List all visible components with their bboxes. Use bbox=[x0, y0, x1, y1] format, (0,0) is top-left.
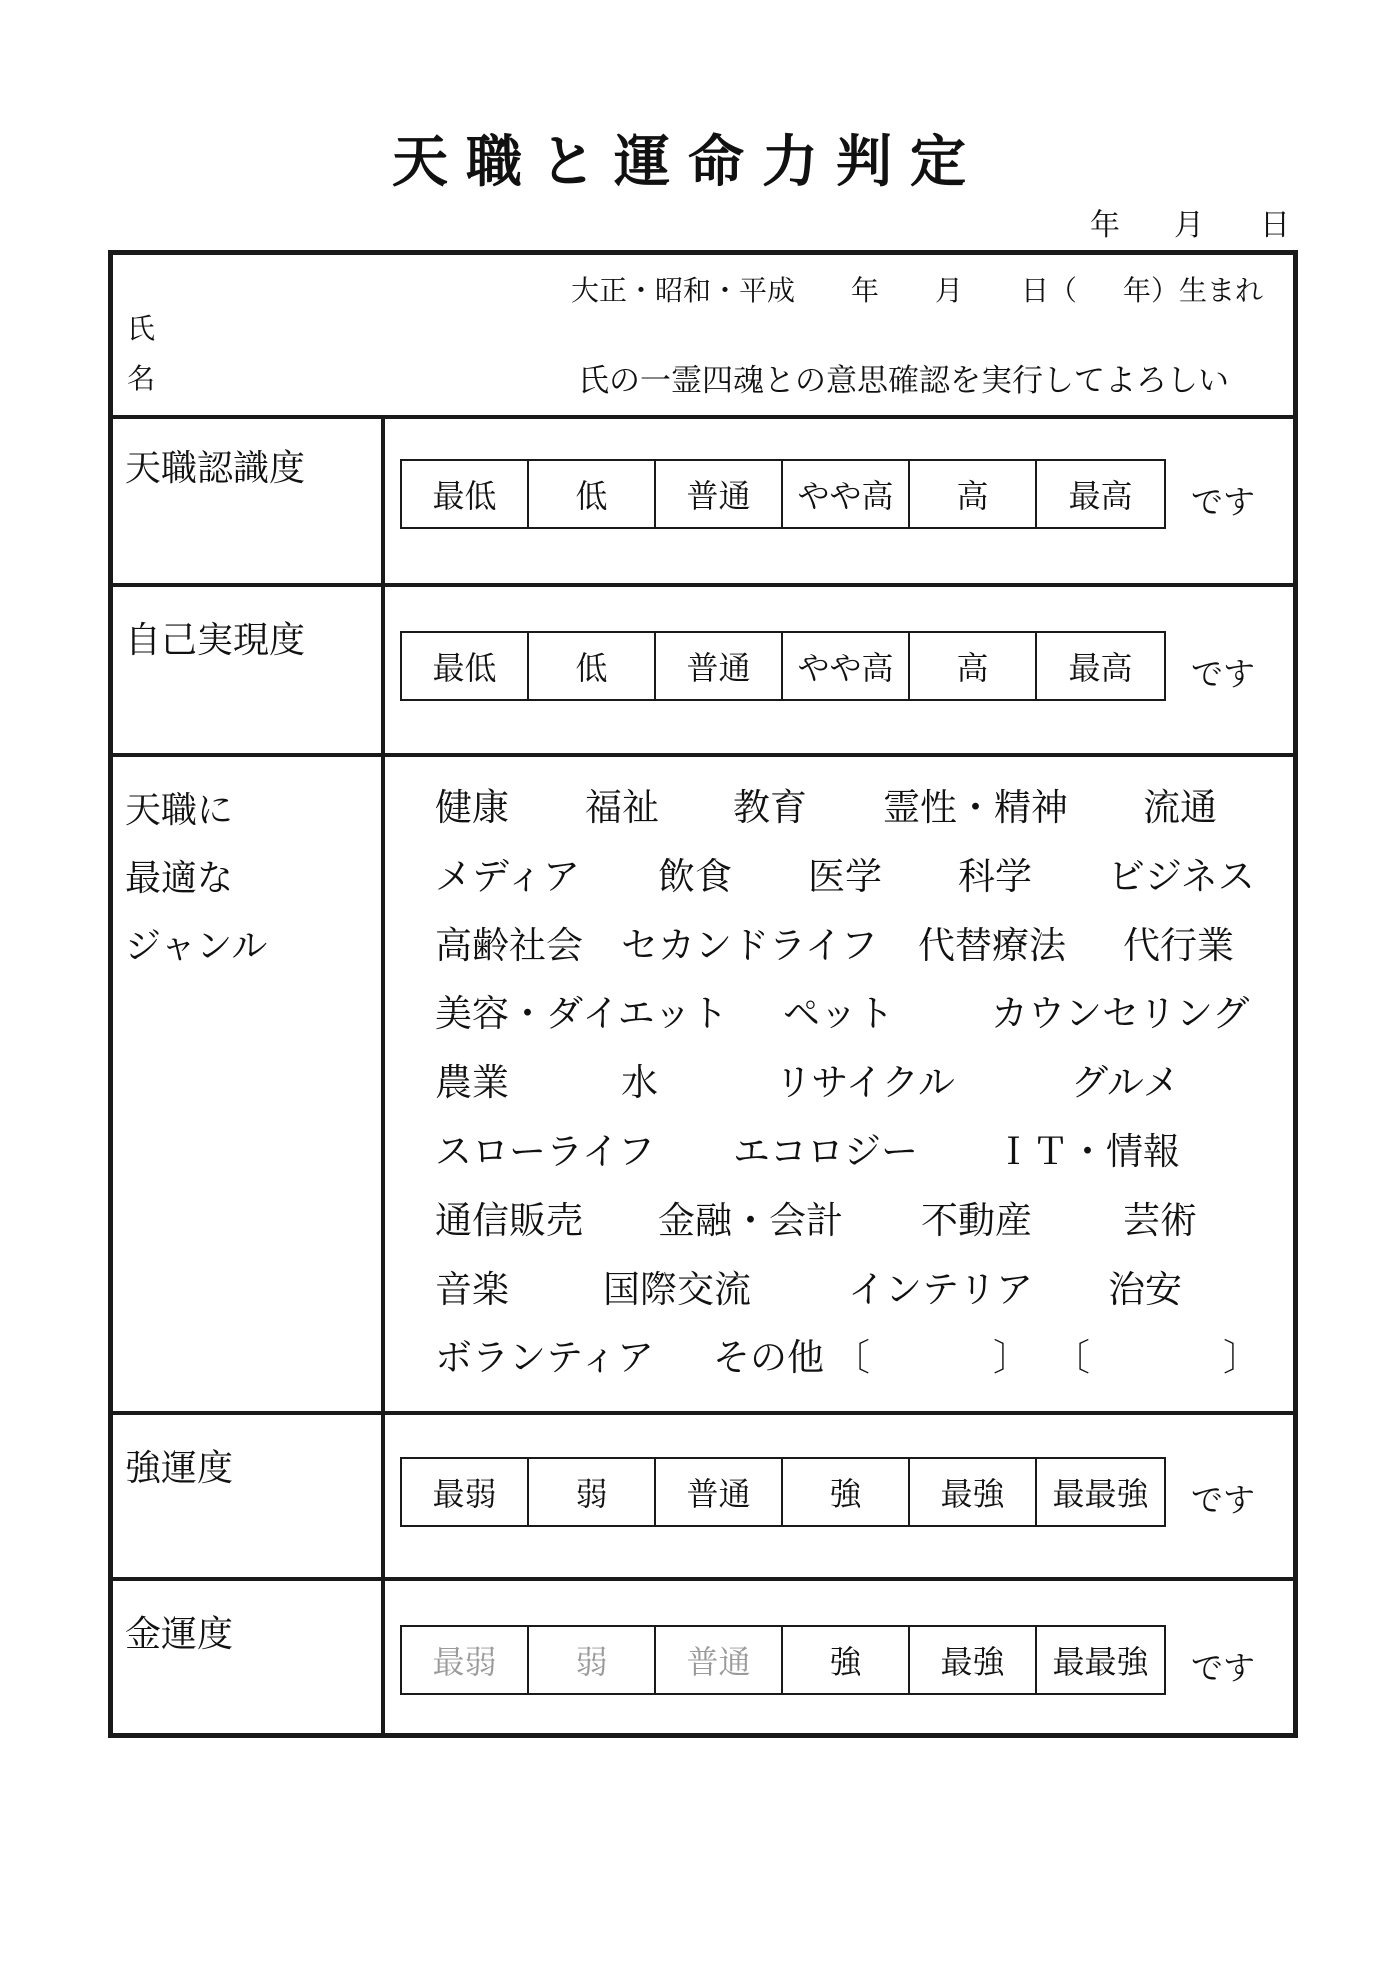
other-bracket-close: 〕 bbox=[993, 1336, 1030, 1379]
section-label: 天職に 最適な ジャンル bbox=[125, 790, 268, 967]
genre-item-other[interactable]: その他 bbox=[713, 1336, 824, 1379]
rating-option[interactable]: 最低 bbox=[402, 461, 529, 527]
other-bracket-open: 〔 bbox=[833, 1336, 870, 1379]
genre-item[interactable]: 農業 bbox=[435, 1061, 509, 1104]
rating-option[interactable]: 最弱 bbox=[402, 1627, 529, 1693]
genre-item[interactable]: 飲食 bbox=[658, 855, 732, 898]
genre-item[interactable]: セカンドライフ bbox=[621, 924, 878, 967]
genre-item[interactable]: ビジネス bbox=[1108, 855, 1255, 898]
rating-option[interactable]: やや高 bbox=[783, 633, 910, 699]
rating-option[interactable]: 普通 bbox=[656, 1627, 783, 1693]
rating-option[interactable]: 弱 bbox=[529, 1459, 656, 1525]
rating-option[interactable]: 弱 bbox=[529, 1627, 656, 1693]
suffix-text: です bbox=[1191, 1649, 1256, 1687]
section-label: 強運度 bbox=[125, 1448, 234, 1489]
date-field bbox=[1070, 200, 1310, 243]
genre-item[interactable]: 代替療法 bbox=[918, 924, 1066, 967]
suffix-text: です bbox=[1191, 483, 1256, 521]
rating-option[interactable]: 強 bbox=[783, 1459, 910, 1525]
genre-item[interactable]: ペット bbox=[783, 992, 894, 1035]
genre-item[interactable]: 音楽 bbox=[435, 1268, 509, 1311]
form-sheet bbox=[108, 250, 1298, 1738]
jiko-jitsugen-section bbox=[113, 587, 1293, 757]
birth-day-label: 日（ bbox=[1021, 274, 1078, 307]
consent-text: 氏の一霊四魂との意思確認を実行してよろしい bbox=[578, 363, 1229, 399]
name-row bbox=[113, 255, 1293, 419]
genre-item[interactable]: 水 bbox=[621, 1061, 658, 1104]
genre-item[interactable]: 芸術 bbox=[1123, 1199, 1197, 1242]
genre-item[interactable]: 不動産 bbox=[921, 1199, 1032, 1242]
genre-item[interactable]: 国際交流 bbox=[603, 1268, 751, 1311]
genre-item[interactable]: 流通 bbox=[1143, 786, 1217, 829]
rating-option[interactable]: 高 bbox=[910, 633, 1037, 699]
name-label-top: 氏 bbox=[127, 312, 156, 345]
rating-option[interactable]: 最弱 bbox=[402, 1459, 529, 1525]
rating-option[interactable]: 強 bbox=[783, 1627, 910, 1693]
other-bracket-close: 〕 bbox=[1223, 1336, 1260, 1379]
section-label: 天職認識度 bbox=[125, 448, 306, 489]
rating-option[interactable]: 普通 bbox=[656, 633, 783, 699]
birth-date-line bbox=[113, 269, 1293, 309]
tenshoku-ninshiki-section bbox=[113, 415, 1293, 587]
genre-item[interactable]: ボランティア bbox=[435, 1336, 655, 1379]
genre-item[interactable]: ＩＴ・情報 bbox=[995, 1130, 1180, 1173]
rating-option[interactable]: 最高 bbox=[1068, 477, 1133, 515]
rating-option[interactable]: 最高 bbox=[1068, 649, 1133, 687]
genre-list bbox=[113, 757, 1293, 1411]
name-label-bottom: 名 bbox=[127, 362, 156, 395]
genre-item[interactable]: 医学 bbox=[808, 855, 882, 898]
rating-option[interactable]: 最最強 bbox=[1052, 1475, 1149, 1513]
genre-item[interactable]: メディア bbox=[435, 855, 581, 898]
other-bracket-open: 〔 bbox=[1053, 1336, 1090, 1379]
kyoun-section bbox=[113, 1415, 1293, 1581]
genre-item[interactable]: スローライフ bbox=[435, 1130, 655, 1173]
birth-year-label: 年 bbox=[851, 274, 880, 307]
date-year-label: 年 bbox=[1090, 208, 1120, 243]
genre-item[interactable]: カウンセリング bbox=[991, 992, 1250, 1035]
rating-option[interactable]: 普通 bbox=[656, 461, 783, 527]
rating-scale bbox=[400, 631, 1166, 701]
date-month-label: 月 bbox=[1174, 208, 1204, 243]
rating-scale bbox=[400, 1625, 1166, 1695]
suffix-text: です bbox=[1191, 655, 1256, 693]
genre-item[interactable]: 霊性・精神 bbox=[883, 786, 1068, 829]
genre-item[interactable]: リサイクル bbox=[775, 1061, 955, 1104]
date-day-label: 日 bbox=[1260, 208, 1290, 243]
genre-item[interactable]: インテリア bbox=[848, 1268, 1033, 1311]
genre-item[interactable]: 福祉 bbox=[585, 786, 659, 829]
kinun-section bbox=[113, 1581, 1293, 1733]
genre-item[interactable]: 教育 bbox=[733, 786, 807, 829]
birth-age-label: 年）生まれ bbox=[1123, 274, 1264, 307]
rating-scale bbox=[400, 459, 1166, 529]
rating-option[interactable]: 最強 bbox=[910, 1459, 1037, 1525]
rating-option[interactable]: 最強 bbox=[910, 1627, 1037, 1693]
section-label: 自己実現度 bbox=[125, 620, 306, 661]
section-label: 金運度 bbox=[125, 1614, 234, 1655]
rating-option[interactable]: 低 bbox=[529, 461, 656, 527]
rating-scale bbox=[400, 1457, 1166, 1527]
genre-item[interactable]: グルメ bbox=[1071, 1061, 1180, 1104]
genre-item[interactable]: 高齢社会 bbox=[435, 924, 583, 967]
rating-option[interactable]: やや高 bbox=[783, 461, 910, 527]
genre-item[interactable]: エコロジー bbox=[733, 1130, 918, 1173]
genre-item[interactable]: 治安 bbox=[1108, 1268, 1182, 1311]
rating-option[interactable]: 最最強 bbox=[1052, 1643, 1149, 1681]
genre-section bbox=[113, 757, 1293, 1415]
genre-item[interactable]: 代行業 bbox=[1123, 924, 1234, 967]
page-title: 天職と運命力判定 bbox=[392, 130, 984, 195]
genre-item[interactable]: 金融・会計 bbox=[658, 1199, 843, 1242]
genre-item[interactable]: 通信販売 bbox=[435, 1199, 583, 1242]
genre-item[interactable]: 科学 bbox=[958, 855, 1032, 898]
genre-item[interactable]: 美容・ダイエット bbox=[435, 992, 729, 1035]
rating-option[interactable]: 低 bbox=[529, 633, 656, 699]
genre-item[interactable]: 健康 bbox=[435, 786, 509, 829]
rating-option[interactable]: 普通 bbox=[656, 1459, 783, 1525]
suffix-text: です bbox=[1191, 1481, 1256, 1519]
era-options: 大正・昭和・平成 bbox=[571, 274, 796, 307]
rating-option[interactable]: 高 bbox=[910, 461, 1037, 527]
rating-option[interactable]: 最低 bbox=[402, 633, 529, 699]
birth-month-label: 月 bbox=[935, 274, 964, 307]
